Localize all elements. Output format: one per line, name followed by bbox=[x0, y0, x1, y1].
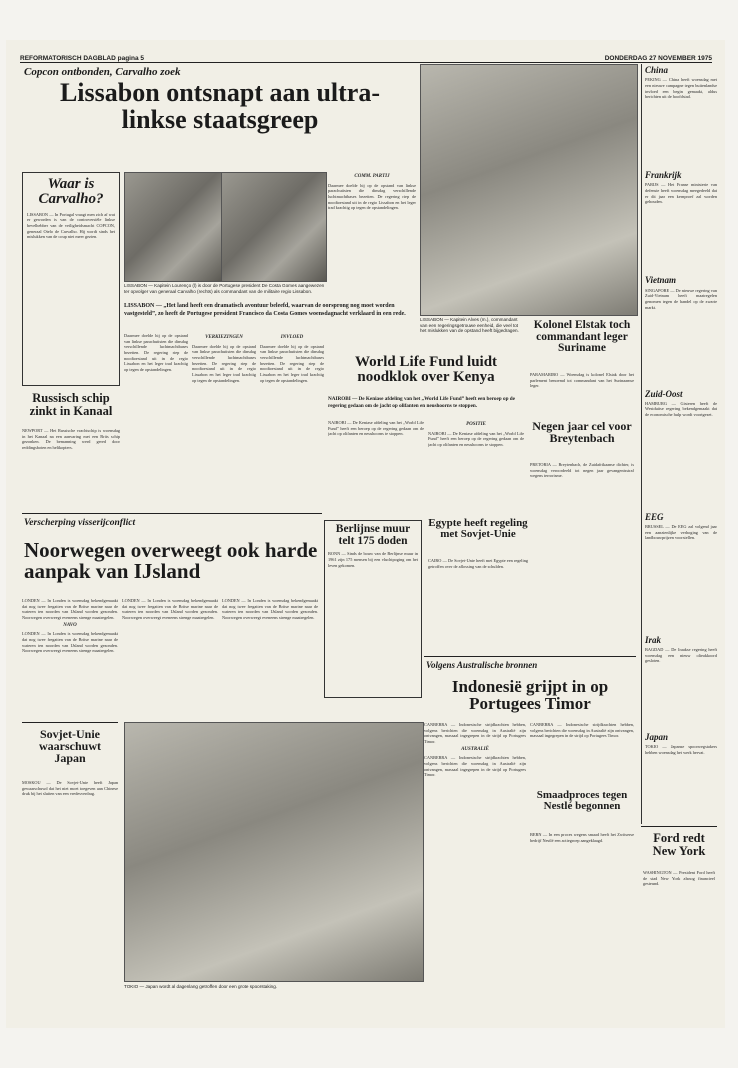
bottom-caption: TOKIO — Japan wordt al dagenlang getroffen door een grote spoorstaking. bbox=[124, 984, 278, 989]
ship-text: NEWPORT — Het Russische vrachtschip is woensdag in het Kanaal na een aanvaring met een Brits schip gezonken. De bemanning werd gered door reddingsboten en helikopters. bbox=[22, 428, 120, 451]
portugal-col2 bbox=[192, 333, 256, 481]
portugal-col4 bbox=[328, 172, 416, 352]
timor-text-2: CANBERRA — Indonesische strijdkrachten hebben, volgens berichten die woensdag in Australië zijn ontvangen, massaal ingegrepen in de strijd op Portugees Timor. bbox=[424, 755, 526, 778]
portugal-body-4: Daarmee doelde hij op de opstand van linkse parachutisten die dinsdag verschillende luchtmachtbases bezetten. De regering riep de noodtoestand uit in de regio Lissabon en het leger trad krachtig op tegen de opstandelingen. bbox=[328, 182, 416, 211]
visserij-headline: Noorwegen overweegt ook harde aanpak van IJsland bbox=[24, 538, 318, 584]
divider-visserij bbox=[22, 513, 322, 514]
breytenbach-headline: Negen jaar cel voor Breytenbach bbox=[532, 419, 632, 446]
sidebar-text-japan: TOKIO — Japanse spoorwegstakers hebben woensdag het werk hervat. bbox=[645, 744, 717, 755]
sidebar-title-china: China bbox=[645, 65, 669, 75]
portugal-body-1: Daarmee doelde hij op de opstand van linkse parachutisten die dinsdag verschillende luchtmachtbases bezetten. De regering riep de noodtoestand uit in de regio Lissabon en het leger trad krachtig op tegen de opstandelingen. bbox=[124, 333, 188, 373]
visserij-text-1: LONDEN — In Londen is woensdag bekendgemaakt dat nog twee fregatten van de Britse marine naar de wateren ten noorden van IJsland worden gezonden. Noorwegen overweegt eveneens strenge maatregelen. bbox=[22, 598, 118, 621]
photo-carvalho bbox=[221, 172, 327, 282]
sidebar-japan bbox=[645, 733, 717, 814]
photo-lourenco bbox=[124, 172, 223, 282]
masthead-left: REFORMATORISCH DAGBLAD pagina 5 bbox=[20, 55, 144, 62]
wwf-text-1: NAIROBI — De Keniase afdeling van het „World Life Fund” heeft een beroep op de regering gedaan om de jacht op olifanten en neushoorns te stoppen. bbox=[328, 420, 424, 437]
timor-text-1: CANBERRA — Indonesische strijdkrachten hebben, volgens berichten die woensdag in Australië zijn ontvangen, massaal ingegrepen in de strijd op Portugees Timor. bbox=[424, 722, 526, 745]
sidebar-text-irak: BAGDAD — De Iraakse regering heeft woensdag een nieuw olieakkoord gesloten. bbox=[645, 647, 717, 664]
portugal-sub-comm: COMM. PARTIJ bbox=[354, 174, 390, 179]
visserij-col2 bbox=[122, 598, 218, 718]
portugal-headline: Lissabon ontsnapt aan ultra-linkse staatsgreep bbox=[59, 78, 381, 134]
wwf-headline: World Life Fund luidt noodklok over Kenya bbox=[354, 354, 498, 386]
parade-caption: LISSABON — Kapitein Alves (m.), commandant van een regeringsgetrouwe eenheid, die veel tot het mislukken van de opstand heeft bijgedragen. bbox=[420, 317, 519, 334]
sovjet-headline: Sovjet-Unie waarschuwt Japan bbox=[39, 727, 101, 766]
portugal-caption: LISSABON — Kapitein Lourenço (l) is door de Portugese president De Costa Gomes aangewezen ter opvolger van generaal Carvalho (rechts) als commandant van de militaire regio Lissabon. bbox=[124, 283, 325, 294]
sidebar-zuidoost bbox=[645, 390, 717, 511]
visserij-col1 bbox=[22, 598, 118, 718]
sidebar-text-eeg: BRUSSEL — De EEG zal volgend jaar een aanzienlijke verhoging van de landbouwprijzen voorstellen. bbox=[645, 523, 717, 541]
wwf-col2 bbox=[428, 420, 524, 510]
sidebar-title-japan: Japan bbox=[645, 732, 669, 743]
sidebar-text-frankrijk: PARIJS — Het Franse ministerie van defensie heeft woensdag meegedeeld dat er dit jaar een kernproef zal worden gehouden. bbox=[645, 182, 717, 205]
carvalho-box-text: LISSABON — In Portugal vraagt men zich af wat er geworden is van de controversiële linkse bevelhebber van de veiligheidsmacht COPCON, generaal Otelo de Carvalho. Hij wordt sinds het mislukken van de coup niet meer gezien. bbox=[27, 211, 115, 240]
carvalho-box bbox=[22, 172, 120, 386]
photo-military bbox=[420, 64, 638, 316]
elstak-text: PARAMARIBO — Woensdag is kolonel Elstak door het parlement benoemd tot commandant van het Surinaamse leger. bbox=[530, 372, 634, 389]
sidebar-text-china: PEKING — China heeft woensdag met een nieuwe campagne tegen buitenlandse invloed een begin gemaakt, aldus berichten uit de hoofdstad. bbox=[645, 77, 717, 100]
carvalho-box-title: Waar is Carvalho? bbox=[38, 176, 104, 208]
sidebar-title-frankrijk: Frankrijk bbox=[645, 170, 682, 181]
sidebar-title-eeg: EEG bbox=[645, 511, 664, 522]
wwf-text-2: NAIROBI — De Keniase afdeling van het „World Life Fund” heeft een beroep op de regering gedaan om de jacht op olifanten en neushoorns te stoppen. bbox=[428, 430, 524, 447]
divider-sovjet bbox=[22, 722, 118, 723]
ship-headline: Russisch schip zinkt in Kanaal bbox=[29, 391, 113, 418]
visserij-col3 bbox=[222, 598, 318, 718]
timor-headline: Indonesië grijpt in op Portugees Timor bbox=[451, 677, 609, 714]
berlijn-text: BONN — Sinds de bouw van de Berlijnse muur in 1961 zijn 175 mensen bij een vluchtpoging om het leven gekomen. bbox=[328, 551, 418, 568]
ford-text: WASHINGTON — President Ford heeft de stad New York alsnog financieel gesteund. bbox=[643, 870, 715, 887]
wwf-lead: NAIROBI — De Keniase afdeling van het „World Life Fund” heeft een beroep op de regering gedaan om de jacht op olifanten en neushoorns te stoppen. bbox=[328, 396, 515, 409]
masthead bbox=[20, 48, 712, 63]
portugal-body-2: Daarmee doelde hij op de opstand van linkse parachutisten die dinsdag verschillende luchtmachtbases bezetten. De regering riep de noodtoestand uit in de regio Lissabon en het leger trad krachtig op tegen de opstandelingen. bbox=[192, 343, 256, 383]
portugal-col1 bbox=[124, 333, 188, 481]
timor-kicker: Volgens Australische bronnen bbox=[426, 660, 538, 670]
portugal-lead: LISSABON — „Het land heeft een dramatisch avontuur beleefd, waarvan de oorsprong nog moet worden vastgesteld”, zo heeft de Portugese president Francisco da Costa Gomes woensdagnacht verklaard in een rede. bbox=[124, 303, 406, 317]
visserij-text-2: LONDEN — In Londen is woensdag bekendgemaakt dat nog twee fregatten van de Britse marine naar de wateren ten noorden van IJsland worden gezonden. Noorwegen overweegt eveneens strenge maatregelen. bbox=[22, 631, 118, 654]
sidebar-china bbox=[645, 66, 717, 169]
wwf-sub: POSITIE bbox=[466, 422, 486, 427]
sidebar-title-irak: Irak bbox=[645, 634, 662, 645]
sidebar-text-vietnam: SINGAPORE — De nieuwe regering van Zuid-Vietnam heeft maatregelen genomen tegen de handel op de zwarte markt. bbox=[645, 287, 717, 310]
portugal-col3 bbox=[260, 333, 324, 481]
timor-text-3: CANBERRA — Indonesische strijdkrachten hebben, volgens berichten die woensdag in Australië zijn ontvangen, massaal ingegrepen in de strijd op Portugees Timor. bbox=[530, 722, 634, 739]
sidebar-title-vietnam: Vietnam bbox=[645, 275, 677, 286]
berlijn-headline: Berlijnse muur telt 175 doden bbox=[335, 523, 411, 547]
breytenbach-text: PRETORIA — Breytenbach, de Zuidafrikaanse dichter, is woensdag veroordeeld tot negen jaar gevangenisstraf wegens terrorisme. bbox=[530, 462, 634, 479]
divider-timor bbox=[424, 656, 636, 657]
timor-col2 bbox=[530, 722, 634, 782]
smaad-headline: Smaadproces tegen Nestlé begonnen bbox=[536, 789, 628, 813]
elstak-headline: Kolonel Elstak toch commandant leger Suriname bbox=[533, 319, 631, 355]
sidebar-vietnam bbox=[645, 276, 717, 387]
timor-col1 bbox=[424, 722, 526, 982]
portugal-sub-invloed: INVLOED bbox=[280, 335, 304, 340]
masthead-right: DONDERDAG 27 NOVEMBER 1975 bbox=[604, 55, 712, 62]
timor-sub: AUSTRALIË bbox=[461, 746, 489, 752]
egypte-headline: Egypte heeft regeling met Sovjet-Unie bbox=[428, 517, 528, 541]
portugal-body-3: Daarmee doelde hij op de opstand van linkse parachutisten die dinsdag verschillende luchtmachtbases bezetten. De regering riep de noodtoestand uit in de regio Lissabon en het leger trad krachtig op tegen de opstandelingen. bbox=[260, 343, 324, 383]
divider-ford bbox=[641, 826, 717, 827]
visserij-sub: NAVO bbox=[63, 622, 77, 628]
sidebar-eeg bbox=[645, 513, 717, 634]
visserij-text-4: LONDEN — In Londen is woensdag bekendgemaakt dat nog twee fregatten van de Britse marine naar de wateren ten noorden van IJsland worden gezonden. Noorwegen overweegt eveneens strenge maatregelen. bbox=[222, 598, 318, 621]
egypte-text: CAIRO — De Sovjet-Unie heeft met Egypte een regeling getroffen over de aflossing van de schulden. bbox=[428, 558, 528, 569]
wwf-col1 bbox=[328, 420, 424, 510]
portugal-kicker: Copcon ontbonden, Carvalho zoek bbox=[24, 66, 181, 78]
smaad-text: BERN — In een proces wegens smaad heeft het Zwitserse bedrijf Nestlé een actiegroep aangeklaagd. bbox=[530, 832, 634, 843]
photo-bicycles bbox=[124, 722, 424, 982]
news-sidebar bbox=[641, 64, 717, 824]
visserij-text-3: LONDEN — In Londen is woensdag bekendgemaakt dat nog twee fregatten van de Britse marine naar de wateren ten noorden van IJsland worden gezonden. Noorwegen overweegt eveneens strenge maatregelen. bbox=[122, 598, 218, 621]
sidebar-frankrijk bbox=[645, 171, 717, 274]
portugal-sub-verkiezingen: VERKIEZINGEN bbox=[205, 335, 243, 340]
visserij-kicker: Verscherping visserijconflict bbox=[24, 518, 136, 528]
sidebar-title-zuidoost: Zuid-Oost bbox=[645, 388, 683, 399]
sovjet-text: MOSKOU — De Sovjet-Unie heeft Japan gewaarschuwd dat het niet moet toegeven aan Chinese druk bij het sluiten van een vredesverdrag. bbox=[22, 780, 118, 797]
berlijn-box bbox=[324, 520, 422, 698]
sidebar-irak bbox=[645, 636, 717, 731]
ford-headline: Ford redt New York bbox=[652, 831, 706, 858]
sidebar-text-zuidoost: HAMBURG — Gisteren heeft de Westduitse regering bekendgemaakt dat de economische hulp wordt voortgezet. bbox=[645, 400, 717, 418]
